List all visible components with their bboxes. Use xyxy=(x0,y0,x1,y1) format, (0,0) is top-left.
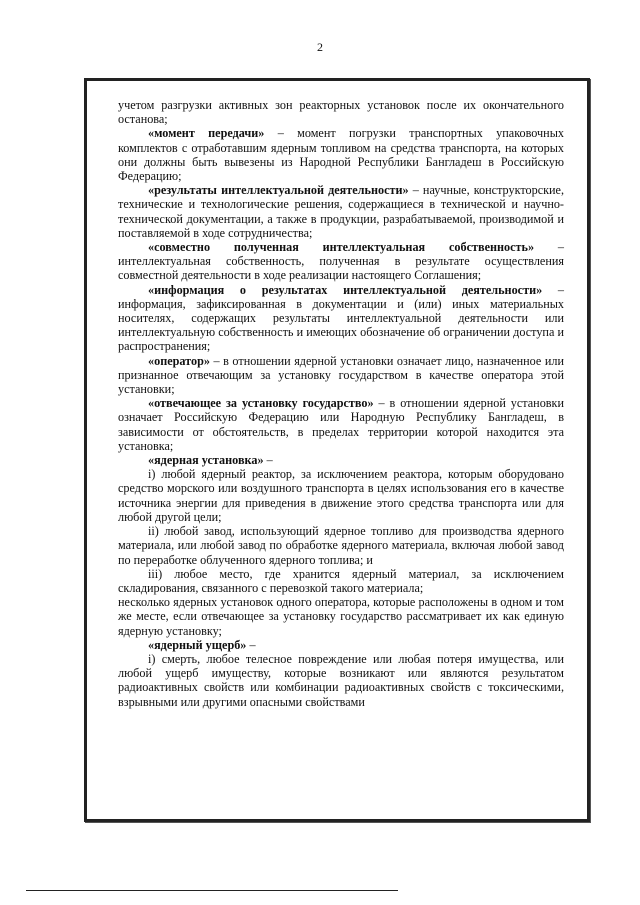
paragraph-text: учетом разгрузки активных зон реакторных установок после их окончательного останова; xyxy=(118,98,564,127)
definition-ip-results xyxy=(118,183,564,240)
list-item-i xyxy=(118,652,564,709)
definition-term: «момент передачи» xyxy=(148,126,265,141)
definition-nuclear-installation xyxy=(118,453,564,467)
document-body xyxy=(118,98,564,709)
paragraph-multiple-installations xyxy=(118,595,564,638)
definition-term: «оператор» xyxy=(148,353,210,368)
definition-text: – интеллектуальная собственность, полученная в результате осуществления совместной деятельности в ходе реализации настоящего Соглашения; xyxy=(118,240,565,283)
definition-installation-state xyxy=(118,396,564,453)
definition-text: – в отношении ядерной установки означает лицо, назначенное или признанное отвечающим за установку государством в качестве оператора этой установки; xyxy=(118,353,564,397)
paragraph-continuation xyxy=(118,98,564,126)
list-item-iii xyxy=(118,567,564,595)
list-item-text: i) смерть, любое телесное повреждение или любая потеря имущества, или любой ущерб имуществу, которые возникают или являются результатом радиоактивных свойств или комбинации радиоактивных свойств с токсическими, взрывными или другими опасными свойствами xyxy=(118,651,564,709)
list-item-i xyxy=(118,467,564,524)
definition-term: «совместно полученная интеллектуальная собственность» xyxy=(148,240,535,255)
list-item-ii xyxy=(118,524,564,567)
list-item-text: iii) любое место, где хранится ядерный материал, за исключением складирования, связанного с перевозкой такого материала; xyxy=(118,566,564,595)
definition-joint-ip xyxy=(118,240,564,283)
definition-text: – xyxy=(246,637,256,652)
definition-text: – в отношении ядерной установки означает Российскую Федерацию или Народную Республику Бангладеш, в зависимости от обстоятельств, в пределах территории которой находится эта установка; xyxy=(118,396,564,453)
definition-term: «ядерная установка» xyxy=(148,453,264,468)
definition-term: «отвечающее за установку государство» xyxy=(148,396,374,411)
definition-text: – научные, конструкторские, технические и технологические решения, содержащиеся в технической и научно-технической документации, а также в продукции, разрабатываемой, производимой и поставляемой в ходе сотрудничества; xyxy=(118,183,564,240)
bottom-rule xyxy=(26,890,398,891)
definition-transfer-moment xyxy=(118,126,564,183)
definition-term: «ядерный ущерб» xyxy=(148,637,247,652)
paragraph-text: несколько ядерных установок одного оператора, которые расположены в одном и том же месте, если отвечающее за установку государство рассматривает их как единую ядерную установку; xyxy=(118,595,564,638)
page-number: 2 xyxy=(317,40,323,54)
definition-nuclear-damage xyxy=(118,638,564,652)
definition-term: «информация о результатах интеллектуальной деятельности» xyxy=(148,282,543,297)
definition-operator xyxy=(118,354,564,397)
definition-ip-information xyxy=(118,283,564,354)
definition-text: – xyxy=(263,453,273,468)
definition-text: – информация, зафиксированная в документации и (или) иных материальных носителях, содержащих результаты интеллектуальной деятельности или интеллектуальную собственность и имеющих обозначение об ограничении доступа и распространения; xyxy=(118,282,564,354)
definition-term: «результаты интеллектуальной деятельности» xyxy=(148,183,409,198)
list-item-text: ii) любой завод, использующий ядерное топливо для производства ядерного материала, или любой завод по обработке ядерного материала, включая любой завод по переработке облученного ядерного топлива; и xyxy=(118,524,564,567)
list-item-text: i) любой ядерный реактор, за исключением реактора, которым оборудовано средство морского или воздушного транспорта в целях использования его в качестве источника энергии для приведения в движение этого средства транспорта или для любой другой цели; xyxy=(118,467,564,524)
definition-text: – момент погрузки транспортных упаковочных комплектов с отработавшим ядерным топливом на средства транспорта, на которых они должны быть вывезены из Народной Республики Бангладеш в Российскую Федерацию; xyxy=(118,126,564,184)
